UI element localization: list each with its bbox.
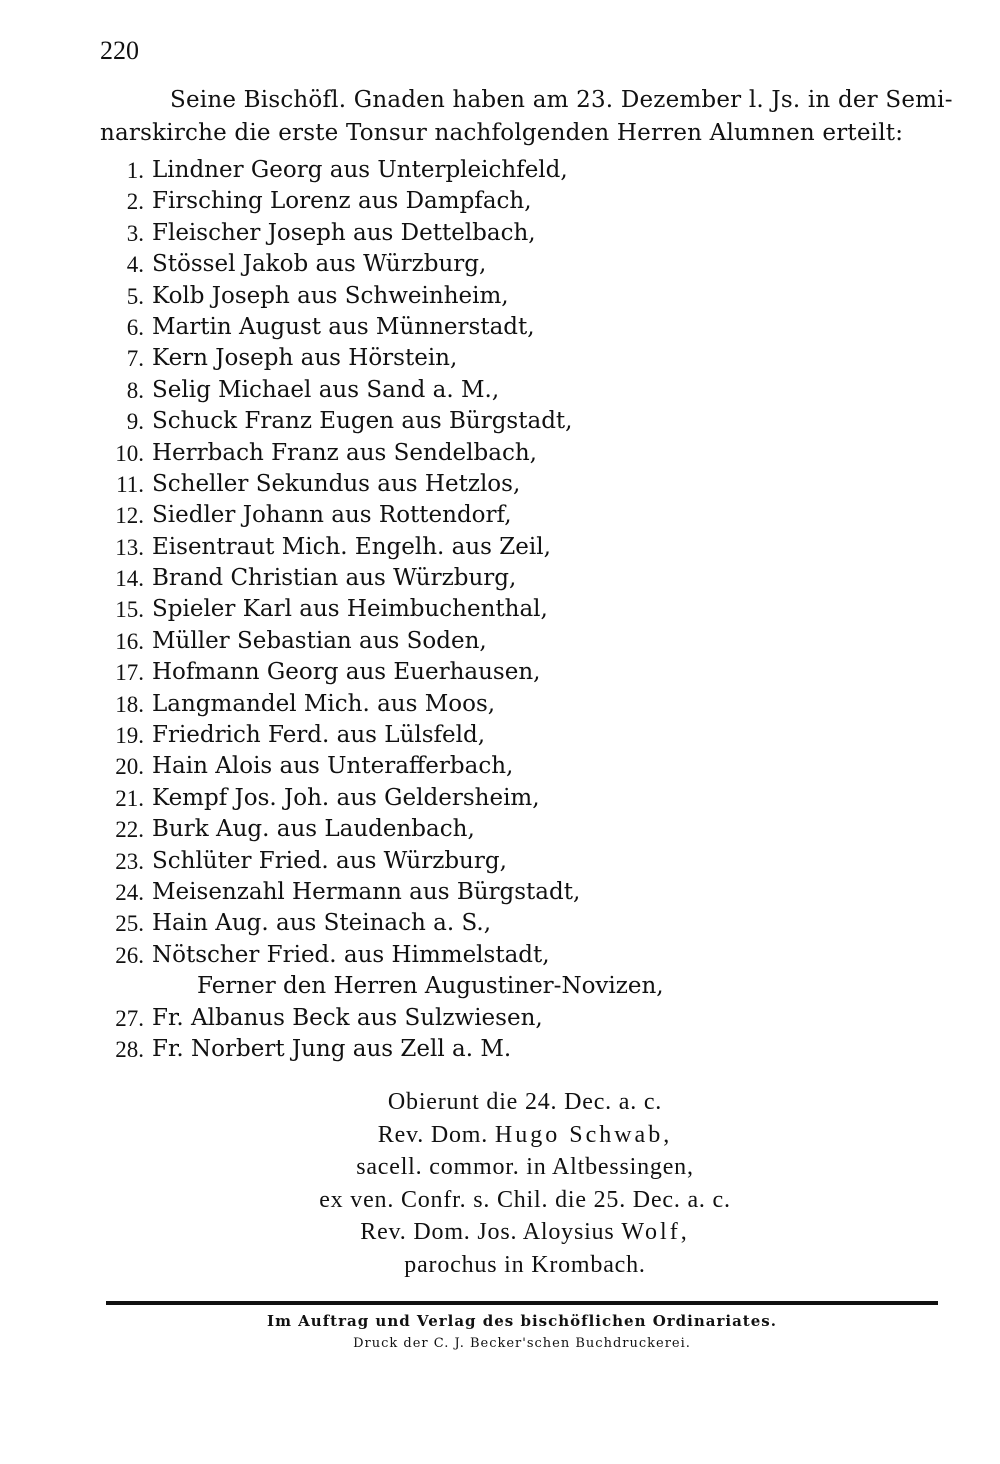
entry-text: Siedler Johann aus Rottendorf, — [152, 502, 512, 529]
list-item — [100, 469, 960, 500]
entry-text: Firsching Lorenz aus Dampfach, — [152, 188, 532, 215]
list-item — [100, 155, 960, 186]
entry-number: 8. — [126, 377, 144, 403]
entry-text: Selig Michael aus Sand a. M., — [152, 376, 500, 403]
list-item — [100, 343, 960, 374]
list-item — [100, 783, 960, 814]
entry-text: Eisentraut Mich. Engelh. aus Zeil, — [152, 533, 551, 560]
entry-number: 6. — [126, 314, 144, 340]
list-item — [100, 281, 960, 312]
entry-text: Scheller Sekundus aus Hetzlos, — [152, 470, 521, 497]
footer-rule — [106, 1301, 938, 1305]
entry-text: Brand Christian aus Würzburg, — [152, 565, 517, 592]
list-item — [100, 689, 960, 720]
entry-number: 7. — [126, 346, 144, 372]
entry-text: Meisenzahl Hermann aus Bürgstadt, — [152, 878, 581, 905]
list-item — [100, 375, 960, 406]
entry-text: Nötscher Fried. aus Himmelstadt, — [152, 941, 550, 968]
entry-text: Ferner den Herren Augustiner-Novizen, — [197, 973, 664, 1000]
entry-number: 9. — [126, 409, 144, 435]
entry-number — [100, 971, 152, 1002]
entry-text: Martin August aus Münnerstadt, — [152, 313, 535, 340]
list-item — [100, 532, 960, 563]
entry-text: Kempf Jos. Joh. aus Geldersheim, — [152, 784, 540, 811]
entry-number: 2. — [126, 189, 144, 215]
entry-text: Stössel Jakob aus Würzburg, — [152, 251, 487, 278]
obituary-line-4: ex ven. Confr. s. Chil. die 25. Dec. a. c. — [319, 1186, 731, 1213]
entry-text: Burk Aug. aus Laudenbach, — [152, 816, 475, 843]
list-item — [100, 877, 960, 908]
entry-number: 28. — [115, 1036, 144, 1062]
footer-printer: Druck der C. J. Becker'schen Buchdruckerei. — [353, 1336, 691, 1351]
entry-number: 13. — [115, 534, 144, 560]
list-item — [100, 249, 960, 280]
intro-line-2: narskirche die erste Tonsur nachfolgenden Herren Alumnen erteilt: — [100, 120, 904, 146]
obituary-line-1: Obierunt die 24. Dec. a. c. — [387, 1089, 663, 1115]
entry-text: Schlüter Fried. aus Würzburg, — [152, 847, 507, 874]
obituary-line-5 — [180, 1216, 870, 1249]
alumni-list — [100, 155, 960, 1065]
list-item — [100, 406, 960, 437]
intro-line-1: Seine Bischöfl. Gnaden haben am 23. Dezember l. Js. in der Semi- — [170, 87, 953, 113]
entry-number: 25. — [115, 911, 144, 937]
list-item — [100, 438, 960, 469]
entry-text: Friedrich Ferd. aus Lülsfeld, — [152, 722, 486, 749]
entry-number: 3. — [126, 220, 144, 246]
list-item — [100, 563, 960, 594]
obituary-title: Rev. Dom. — [377, 1121, 489, 1148]
entry-number: 15. — [115, 597, 144, 623]
list-item — [100, 908, 960, 939]
entry-text: Spieler Karl aus Heimbuchenthal, — [152, 596, 548, 623]
obituary-name: Wolf, — [621, 1219, 690, 1245]
entry-number: 10. — [115, 440, 144, 466]
list-item — [100, 218, 960, 249]
list-item — [100, 720, 960, 751]
list-item — [100, 500, 960, 531]
entry-text: Müller Sebastian aus Soden, — [152, 627, 487, 654]
entry-number: 1. — [126, 158, 144, 183]
list-item — [100, 1034, 960, 1065]
entry-number: 18. — [115, 691, 144, 717]
entry-text: Fr. Albanus Beck aus Sulzwiesen, — [152, 1004, 543, 1031]
list-item — [100, 846, 960, 877]
entry-number: 20. — [115, 754, 144, 780]
entry-text: Kern Joseph aus Hörstein, — [152, 345, 458, 372]
entry-number: 5. — [126, 283, 144, 309]
obituary-name: Hugo Schwab, — [494, 1121, 673, 1148]
entry-number: 22. — [115, 817, 144, 843]
entry-text: Schuck Franz Eugen aus Bürgstadt, — [152, 408, 573, 435]
list-item — [100, 940, 960, 971]
entry-text: Lindner Georg aus Unterpleichfeld, — [152, 157, 568, 183]
entry-text: Hain Alois aus Unterafferbach, — [152, 753, 514, 780]
list-subheading — [100, 971, 960, 1002]
entry-text: Hofmann Georg aus Euerhausen, — [152, 659, 541, 686]
list-item — [100, 657, 960, 688]
entry-text: Hain Aug. aus Steinach a. S., — [152, 910, 492, 937]
obituary-notes — [180, 1086, 870, 1281]
entry-number: 23. — [115, 848, 144, 874]
entry-number: 27. — [115, 1005, 144, 1031]
entry-number: 19. — [115, 723, 144, 749]
entry-text: Kolb Joseph aus Schweinheim, — [152, 282, 509, 309]
entry-number: 26. — [115, 942, 144, 968]
list-item — [100, 594, 960, 625]
entry-text: Fleischer Joseph aus Dettelbach, — [152, 219, 536, 246]
entry-number: 16. — [115, 628, 144, 654]
obituary-line-6: parochus in Krombach. — [404, 1251, 646, 1278]
list-item — [100, 312, 960, 343]
entry-number: 17. — [115, 660, 144, 686]
entry-text: Langmandel Mich. aus Moos, — [152, 690, 496, 717]
entry-number: 11. — [116, 471, 144, 497]
entry-text: Fr. Norbert Jung aus Zell a. M. — [152, 1035, 512, 1062]
list-item — [100, 751, 960, 782]
footer-publisher: Im Auftrag und Verlag des bischöflichen Ordinariates. — [267, 1312, 777, 1330]
intro-paragraph — [100, 84, 962, 150]
entry-number: 12. — [115, 503, 144, 529]
entry-number: 4. — [126, 252, 144, 278]
list-item — [100, 626, 960, 657]
obituary-line-3: sacell. commor. in Altbessingen, — [356, 1154, 694, 1180]
entry-number: 21. — [115, 785, 144, 811]
entry-number: 24. — [115, 879, 144, 905]
obituary-line-2 — [180, 1119, 870, 1152]
entry-number: 14. — [115, 566, 144, 592]
list-item — [100, 1003, 960, 1034]
entry-text: Herrbach Franz aus Sendelbach, — [152, 439, 537, 466]
list-item — [100, 186, 960, 217]
page-number: 220 — [100, 36, 139, 65]
obituary-title: Rev. Dom. Jos. Aloysius — [360, 1219, 615, 1245]
list-item — [100, 814, 960, 845]
